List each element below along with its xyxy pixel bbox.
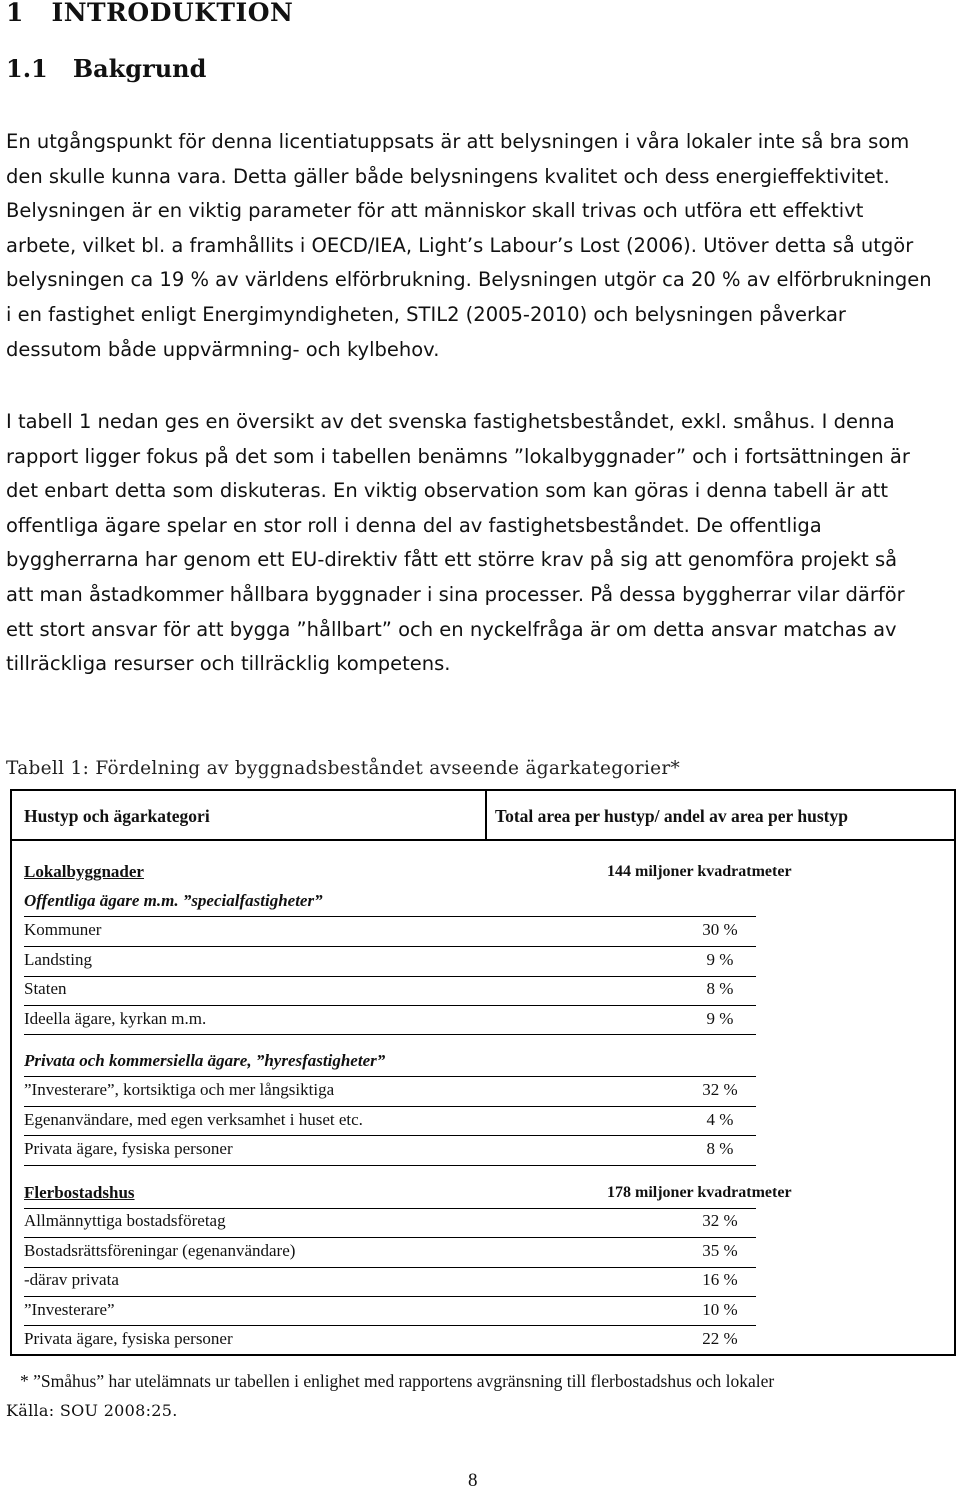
section-total: 144 miljoner kvadratmeter — [607, 863, 792, 880]
table-row-label: Egenanvändare, med egen verksamhet i huset etc. — [24, 1110, 363, 1129]
table-row-label: -därav privata — [24, 1270, 119, 1289]
row-divider — [24, 1005, 756, 1006]
row-divider — [24, 1106, 756, 1107]
header-left: Hustyp och ägarkategori — [24, 806, 210, 826]
section-total: 178 miljoner kvadratmeter — [607, 1184, 792, 1201]
text-line: det enbart detta som diskuteras. En viktig observation som kan göras i denna tabell är att — [6, 479, 888, 503]
table-row-label: ”Investerare” — [24, 1300, 115, 1319]
table-row-value: 9 % — [706, 950, 734, 969]
table-row-value: 16 % — [702, 1270, 738, 1289]
table-row-label: Landsting — [24, 950, 92, 969]
table-row-value: 35 % — [702, 1241, 738, 1260]
header-right: Total area per hustyp/ andel av area per hustyp — [495, 806, 848, 826]
page-number: 8 — [468, 1470, 478, 1491]
text-line: En utgångspunkt för denna licentiatuppsats är att belysningen i våra lokaler inte så bra som — [6, 130, 910, 153]
header-divider — [485, 791, 487, 839]
row-divider — [24, 946, 756, 947]
text-line: tillräckliga resurser och tillräcklig kompetens. — [6, 652, 451, 676]
row-divider — [24, 1165, 756, 1166]
table-row-label: Ideella ägare, kyrkan m.m. — [24, 1009, 207, 1028]
text-line: offentliga ägare spelar en stor roll i denna del av fastighetsbeståndet. De offentliga — [6, 513, 822, 537]
chapter-heading: 1 INTRODUKTION — [6, 0, 294, 27]
section-title: Lokalbyggnader — [24, 862, 144, 881]
text-line: den skulle kunna vara. Detta gäller både belysningens kvalitet och dess energieffektivitet. — [6, 164, 890, 188]
row-divider — [24, 1135, 756, 1136]
table-row-label: Allmännyttiga bostadsföretag — [24, 1211, 226, 1230]
header-rule — [12, 839, 954, 841]
text-line: byggherrarna har genom ett EU-direktiv fått ett större krav på sig att genomföra projekt så — [6, 548, 898, 572]
subsection-title: Offentliga ägare m.m. ”specialfastigheter” — [24, 891, 323, 910]
table-caption: Tabell 1: Fördelning av byggnadsbeståndet avseende ägarkategorier* — [6, 758, 681, 779]
paragraph-background — [6, 125, 954, 367]
table-row-value: 8 % — [706, 979, 734, 998]
table-source: Källa: SOU 2008:25. — [6, 1401, 178, 1420]
row-divider — [24, 916, 756, 917]
text-line: rapport ligger fokus på det som i tabellen benämns ”lokalbyggnader” och i fortsättningen är — [6, 444, 910, 468]
text-line: ett stort ansvar för att bygga ”hållbart” och en nyckelfråga är om detta ansvar matchas av — [6, 617, 897, 641]
text-line: dessutom både uppvärmning- och kylbehov. — [6, 337, 440, 361]
row-divider — [24, 1034, 756, 1035]
paragraph-table-intro — [6, 405, 954, 682]
ownership-table — [10, 789, 956, 1356]
section-title: Flerbostadshus — [24, 1183, 135, 1202]
table-row-label: ”Investerare”, kortsiktiga och mer långsiktiga — [24, 1080, 335, 1099]
subsection-title: Privata och kommersiella ägare, ”hyresfastigheter” — [24, 1051, 386, 1070]
text-line: I tabell 1 nedan ges en översikt av det svenska fastighetsbeståndet, exkl. småhus. I denna — [6, 410, 895, 433]
row-divider — [24, 1325, 756, 1326]
row-divider — [24, 1237, 756, 1238]
table-row-label: Kommuner — [24, 920, 102, 939]
table-row-value: 30 % — [702, 920, 738, 939]
text-line: arbete, vilket bl. a framhållits i OECD/IEA, Light’s Labour’s Lost (2006). Utöver detta så utgör — [6, 233, 914, 257]
table-row-value: 8 % — [706, 1139, 734, 1158]
section-heading: 1.1 Bakgrund — [6, 54, 207, 83]
row-divider — [24, 976, 756, 977]
table-row-value: 32 % — [702, 1080, 738, 1099]
table-row-label: Bostadsrättsföreningar (egenanvändare) — [24, 1241, 296, 1260]
table-row-value: 22 % — [702, 1329, 738, 1348]
text-line: Belysningen är en viktig parameter för att människor skall trivas och utföra ett effektivt — [6, 199, 864, 223]
table-row-label: Privata ägare, fysiska personer — [24, 1139, 233, 1158]
row-divider — [24, 1076, 756, 1077]
table-row-value: 32 % — [702, 1211, 738, 1230]
row-divider — [24, 1296, 756, 1297]
table-footnote: * ”Småhus” har utelämnats ur tabellen i enlighet med rapportens avgränsning till flerbostadshus och lokaler — [20, 1371, 775, 1391]
table-row-label: Staten — [24, 979, 67, 998]
table-row-value: 4 % — [706, 1110, 734, 1129]
row-divider — [24, 1267, 756, 1268]
text-line: att man åstadkommer hållbara byggnader i sina processer. På dessa byggherrar vilar därför — [6, 582, 905, 606]
row-divider — [24, 1208, 756, 1209]
table-row-label: Privata ägare, fysiska personer — [24, 1329, 233, 1348]
table-row-value: 10 % — [702, 1300, 738, 1319]
text-line: i en fastighet enligt Energimyndigheten, STIL2 (2005-2010) och belysningen påverkar — [6, 302, 846, 326]
text-line: belysningen ca 19 % av världens elförbrukning. Belysningen utgör ca 20 % av elförbrukningen — [6, 268, 932, 292]
table-row-value: 9 % — [706, 1009, 734, 1028]
